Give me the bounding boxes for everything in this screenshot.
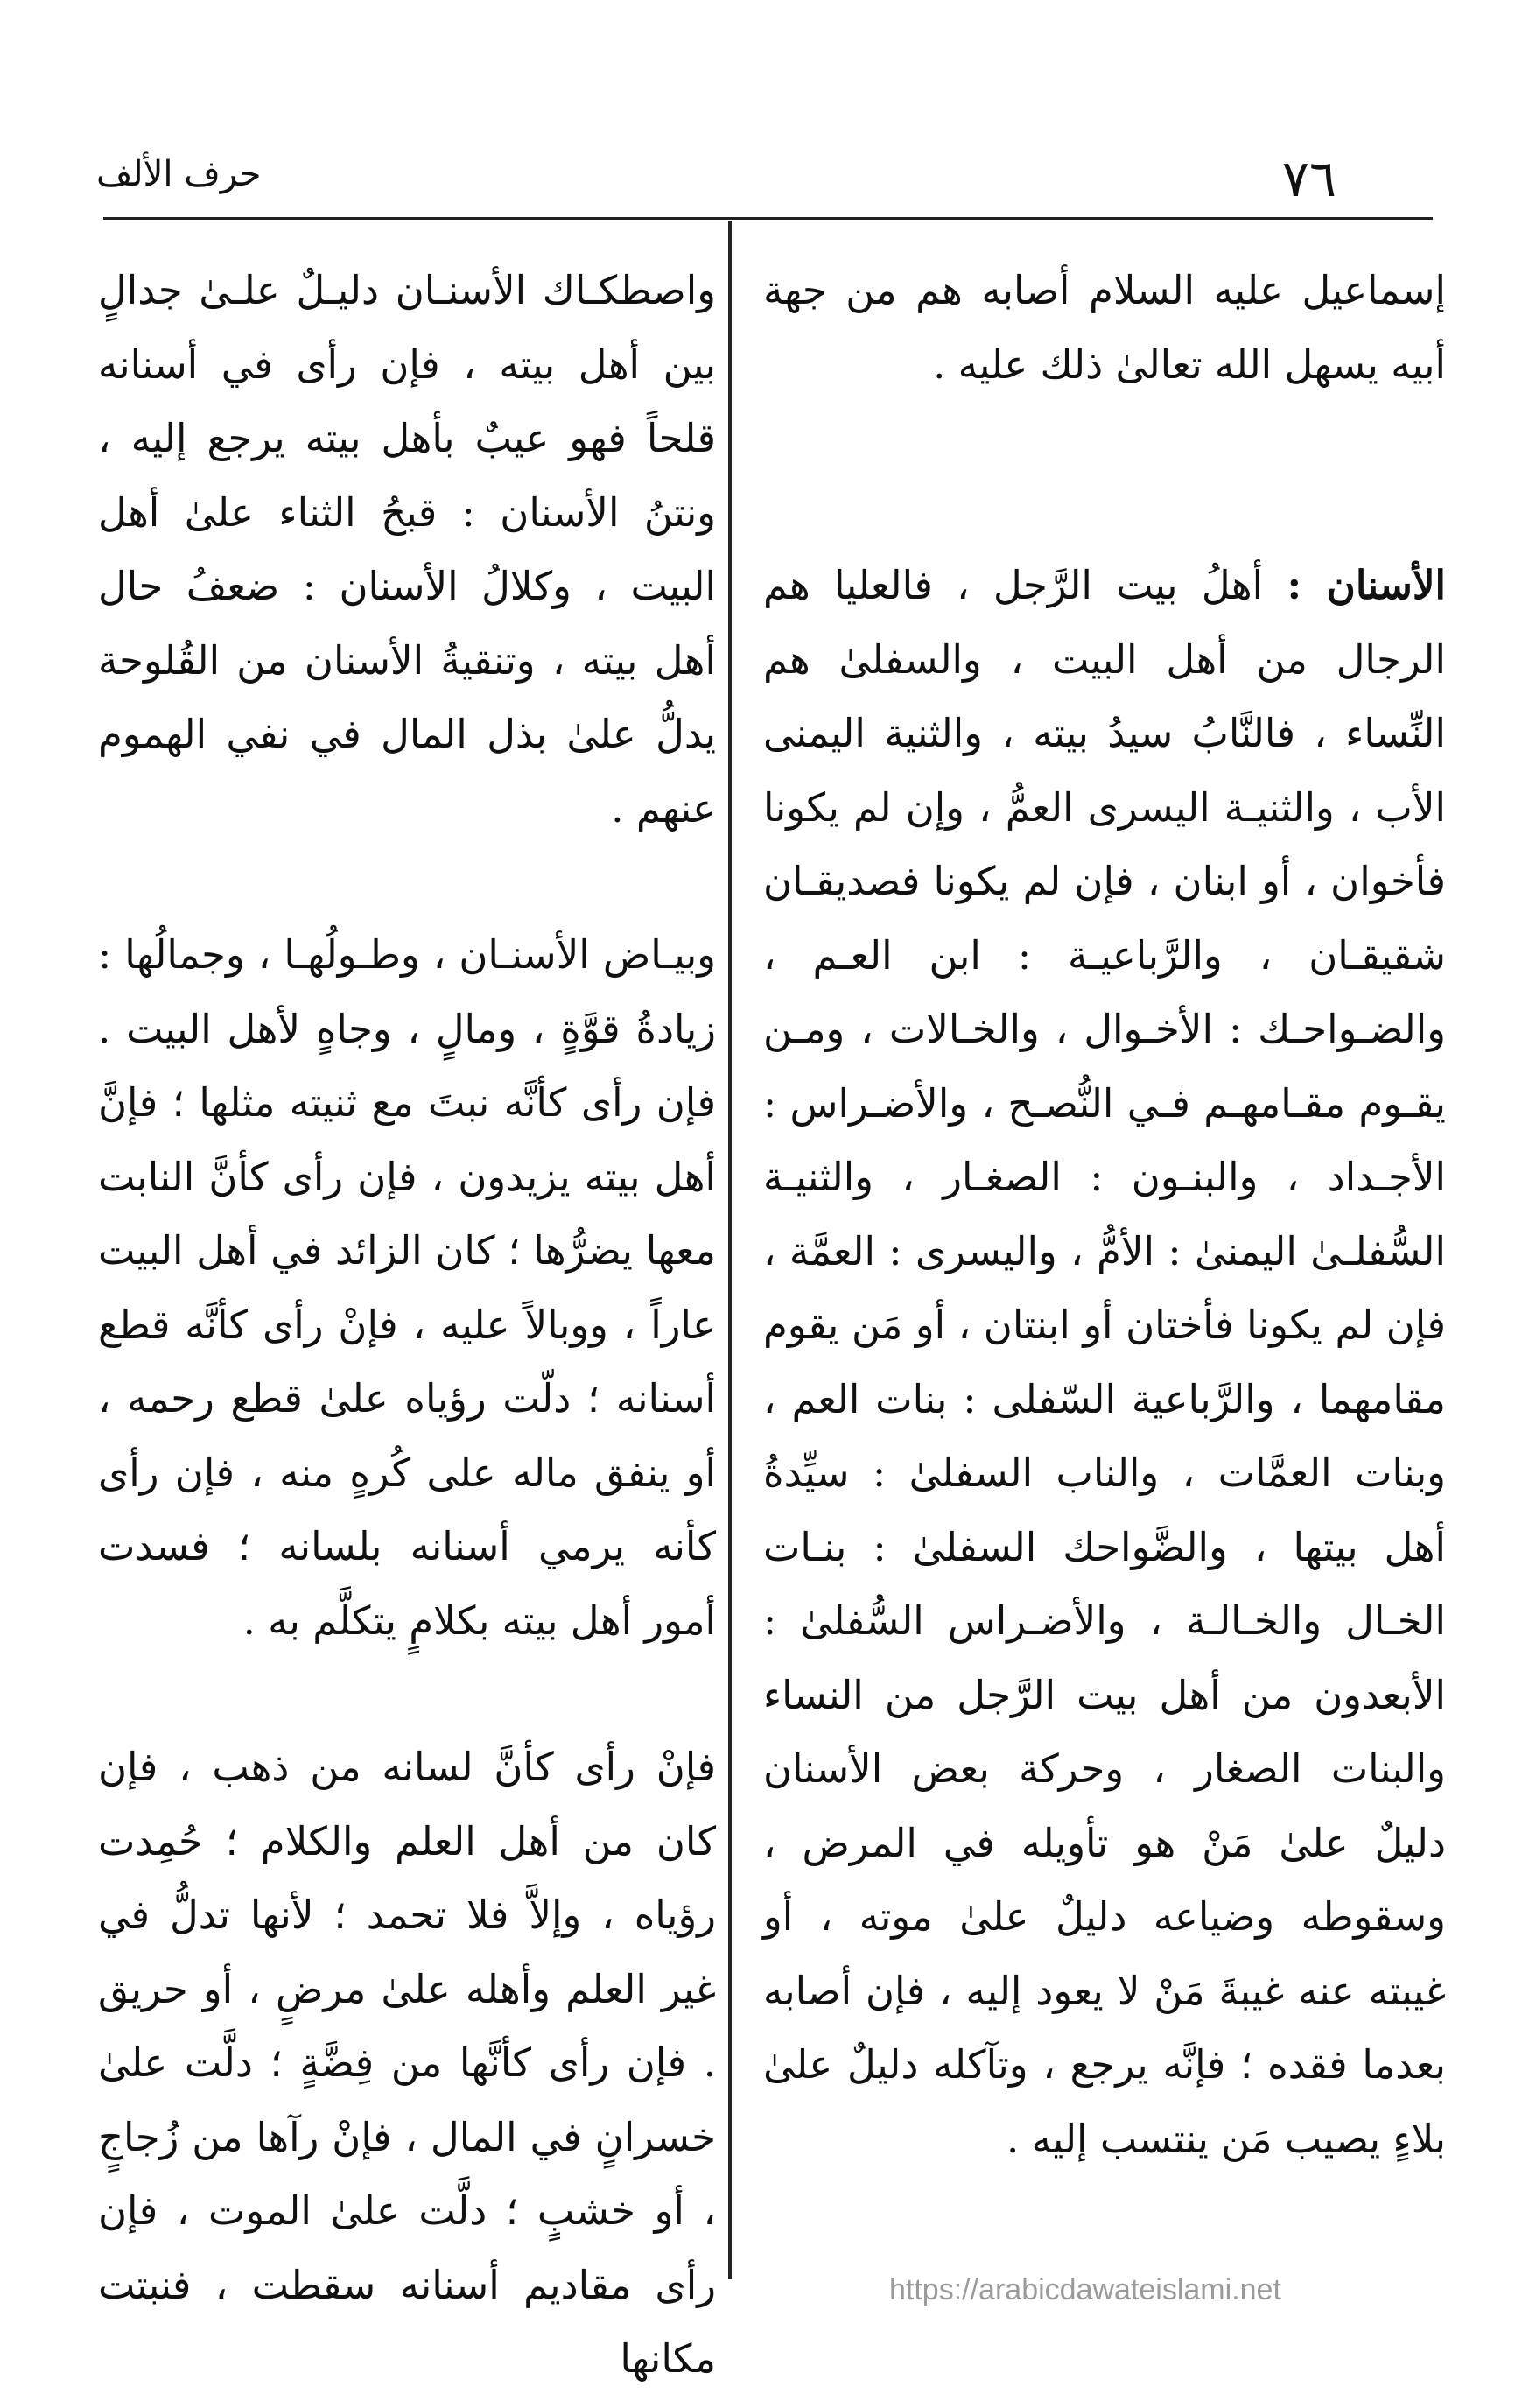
paragraph-teeth-grinding: واصطكـاك الأسنـان دليـلٌ علـىٰ جدالٍ بين أهل بيته ، فإن رأى في أسنانه قلحاً فهو عيبٌ بأهل بيته يرجع إليه ، ونتنُ الأسنان : قبحُ الثناء علىٰ أهل البيت ، وكلالُ الأسنان : ضعفُ حال أهل بيته ، وتنقيةُ الأسنان من القُلوحة يدلُّ علىٰ بذل المال في نفي الهموم عنهم . <box>98 267 716 832</box>
paragraph-teeth-whiteness: وبيـاض الأسنـان ، وطـولُهـا ، وجمالُها : زيادةُ قوَّةٍ ، ومالٍ ، وجاهٍ لأهل البيت . فإن رأى كأنَّه نبتَ مع ثنيته مثلها ؛ فإنَّ أهل بيته يزيدون ، فإن رأى كأنَّ النابت معها يضرُّها ؛ كان الزائد في أهل البيت عاراً ، ووبالاً عليه ، فإنْ رأى كأنَّه قطع أسنانه ؛ دلّت رؤياه علىٰ قطع رحمه ، أو ينفق ماله على كُرهٍ منه ، فإن رأى كأنه يرمي أسنانه بلسانه ؛ فسدت أمور أهل بيته بكلامٍ يتكلَّم به . <box>98 931 716 1644</box>
intro-paragraph: إسماعيل عليه السلام أصابه هم من جهة أبيه يسهل الله تعالىٰ ذلك عليه . <box>763 267 1446 388</box>
left-column <box>98 254 716 2397</box>
section-title: حرف الألف <box>96 154 262 194</box>
paragraph-gap <box>98 1658 716 1731</box>
page-number: ٧٦ <box>1281 149 1336 208</box>
watermark-url: https://arabicdawateislami.net <box>889 2273 1281 2306</box>
entry-heading: الأسنان : <box>1287 562 1446 608</box>
header-rule <box>103 217 1433 220</box>
column-divider <box>728 221 732 2279</box>
paragraph-tongue: فإنْ رأى كأنَّ لسانه من ذهب ، فإن كان من أهل العلم والكلام ؛ حُمِدت رؤياه ، وإلاَّ فلا تحمد ؛ لأنها تدلُّ في غير العلم وأهله علىٰ مرضٍ ، أو حريق . فإن رأى كأنَّها من فِضَّةٍ ؛ دلَّت علىٰ خسرانٍ في المال ، فإنْ رآها من زُجاجٍ ، أو خشبٍ ؛ دلَّت علىٰ الموت ، فإن رأى مقاديم أسنانه سقطت ، فنبتت مكانها <box>98 1744 716 2382</box>
entry-paragraph <box>763 549 1446 2176</box>
paragraph-gap <box>763 402 1446 549</box>
entry-text: أهلُ بيت الرَّجل ، فالعليا هم الرجال من أهل البيت ، والسفلىٰ هم النِّساء ، فالنَّابُ سيدُ بيته ، والثنية اليمنى الأب ، والثنيـة اليسرى العمُّ ، وإن لم يكونا فأخوان ، أو ابنان ، فإن لم يكونا فصديقـان شقيقـان ، والرَّباعيـة : ابن العـم ، والضـواحـك : الأخـوال ، والخـالات ، ومـن يقـوم مقـامهـم فـي النُّصـح ، والأضـراس : الأجـداد ، والبنـون : الصغـار ، والثنيـة السُّفلـىٰ اليمنىٰ : الأمُّ ، واليسرى : العمَّة ، فإن لم يكونا فأختان أو ابنتان ، أو مَن يقوم مقامهما ، والرَّباعية السّفلى : بنات العم ، وبنات العمَّات ، والناب السفلىٰ : سيِّدةُ أهل بيتها ، والضَّواحك السفلىٰ : بنـات الخـال والخـالـة ، والأضـراس السُّفلىٰ : الأبعدون من أهل بيت الرَّجل من النساء والبنات الصغار ، وحركة بعض الأسنان دليلٌ علىٰ مَنْ هو تأويله في المرض ، وسقوطه وضياعه دليلٌ علىٰ موته ، أو غيبته عنه غيبةَ مَنْ لا يعود إليه ، فإن أصابه بعدما فقده ؛ فإنَّه يرجع ، وتآكله دليلٌ علىٰ بلاءٍ يصيب مَن ينتسب إليه . <box>763 562 1446 2162</box>
right-column <box>763 254 1446 2176</box>
paragraph-gap <box>98 846 716 918</box>
page-header <box>96 149 1433 210</box>
